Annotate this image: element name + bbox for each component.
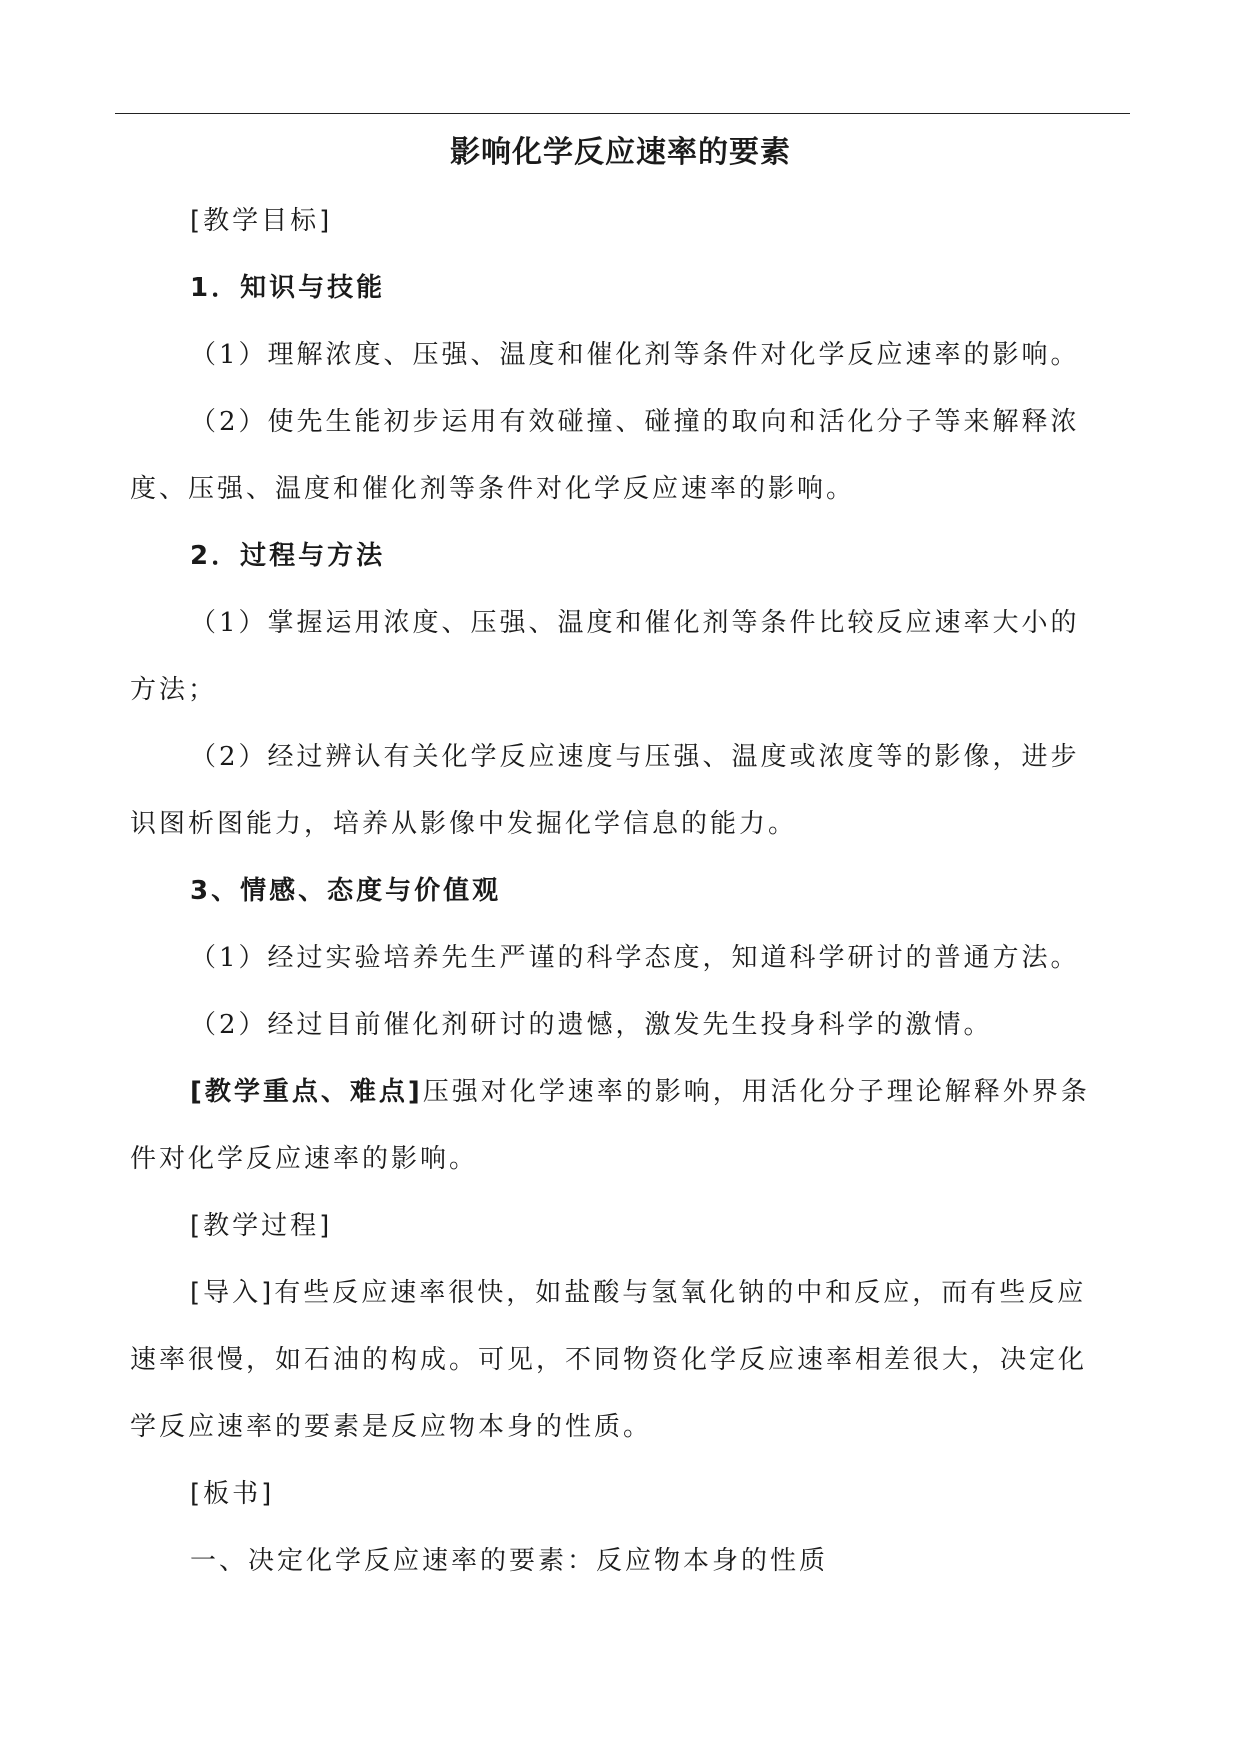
- board-heading-line: 一、决定化学反应速率的要素：反应物本身的性质: [190, 1546, 829, 1576]
- header-rule: [115, 113, 1130, 114]
- subheading-knowledge-skills: 1．知识与技能: [190, 273, 386, 303]
- paragraph-line: 度、压强、温度和催化剂等条件对化学反应速率的影响。: [130, 474, 856, 504]
- paragraph-line: （2）经过辨认有关化学反应速度与压强、温度或浓度等的影像，进步: [190, 742, 1080, 772]
- paragraph-line: （2）经过目前催化剂研讨的遗憾，激发先生投身科学的激情。: [190, 1010, 993, 1040]
- intro-text: 有些反应速率很快，如盐酸与氢氧化钠的中和反应，而有些反应: [274, 1278, 1087, 1308]
- section-heading-teaching-goals: [教学目标]: [190, 206, 333, 236]
- subheading-emotion-values: 3、情感、态度与价值观: [190, 876, 502, 906]
- intro-line: [190, 1273, 1086, 1313]
- key-points-text: 压强对化学速率的影响，用活化分子理论解释外界条: [422, 1077, 1090, 1107]
- document-title: 影响化学反应速率的要素: [450, 135, 791, 170]
- paragraph-line: 速率很慢，如石油的构成。可见，不同物资化学反应速率相差很大，决定化: [130, 1345, 1088, 1375]
- subheading-process-methods: 2．过程与方法: [190, 541, 386, 571]
- paragraph-line: 方法；: [130, 675, 218, 705]
- paragraph-line: 件对化学反应速率的影响。: [130, 1144, 479, 1174]
- key-points-label: [教学重点、难点]: [190, 1077, 423, 1107]
- paragraph-line: （1）掌握运用浓度、压强、温度和催化剂等条件比较反应速率大小的: [190, 608, 1080, 638]
- section-heading-teaching-process: [教学过程]: [190, 1211, 333, 1241]
- paragraph-line: 学反应速率的要素是反应物本身的性质。: [130, 1412, 653, 1442]
- section-heading-board: [板书]: [190, 1479, 275, 1509]
- paragraph-line: 识图析图能力，培养从影像中发掘化学信息的能力。: [130, 809, 798, 839]
- key-points-line: [190, 1072, 1090, 1112]
- paragraph-line: （2）使先生能初步运用有效碰撞、碰撞的取向和活化分子等来解释浓: [190, 407, 1080, 437]
- intro-label: [导入]: [190, 1278, 275, 1308]
- paragraph-line: （1）理解浓度、压强、温度和催化剂等条件对化学反应速率的影响。: [190, 340, 1080, 370]
- paragraph-line: （1）经过实验培养先生严谨的科学态度，知道科学研讨的普通方法。: [190, 943, 1080, 973]
